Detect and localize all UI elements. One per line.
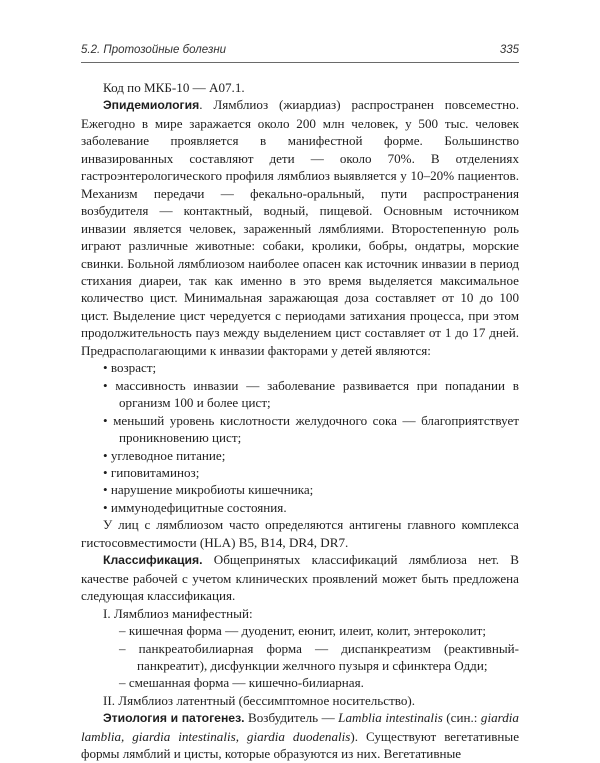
class-manifest: I. Лямблиоз манифестный: (103, 605, 253, 621)
etiology-text-a: Возбудитель — (244, 710, 339, 726)
etiology-text-c: ). Существуют вегетативные формы лямблий и цисты, которые образуются из них. Вегетативные (81, 728, 520, 762)
risk-factor-item: • гиповитаминоз; (103, 464, 200, 480)
header-rule (81, 62, 519, 63)
running-header (81, 44, 519, 62)
page-number: 335 (499, 44, 519, 56)
icd-code: Код по МКБ-10 — А07.1. (103, 80, 245, 95)
classification-paragraph (81, 551, 519, 604)
risk-factor-item: • нарушение микробиоты кишечника; (103, 482, 314, 498)
class-latent: II. Лямблиоз латентный (бессимптомное носительство). (103, 692, 416, 708)
pathogen-name: Lamblia intestinalis (338, 710, 443, 726)
epidemiology-text: . Лямблиоз (жиардиаз) распространен повсеместно. Ежегодно в мире заражается около 200 млн человек, у 500 тыс. человек заболевание проявляется в манифестной форме. Большинство инвазированных составляют дети — около 70%. В отделениях гастроэнтерологического профиля лямблиоз выявляется у 10–20% пациентов. Механизм передачи — фекально-оральный, пути распространения возбудителя — контактный, водный, пищевой. Основным источником инвазии является человек, зараженный лямблиями. Второстепенную роль играют различные животные: собаки, кролики, бобры, ондатры, морские свинки. Больной лямблиозом наиболее опасен как источник инвазии в период стихания диареи, так как именно в это время выделяется максимальное количество цист. Минимальная заражающая доза составляет от 10 до 100 цист. Выделение цист чередуется с периодами затихания процесса, при этом продолжительность пауз между выделением цист составляет от 1 до 17 дней. Предрасполагающими к инвазии факторами у детей являются: (81, 97, 519, 358)
risk-factor-item: • углеводное питание; (103, 447, 226, 463)
risk-factor-item: • иммунодефицитные состояния. (103, 499, 287, 515)
risk-factor-item: • возраст; (103, 360, 157, 376)
risk-factor-item: • массивность инвазии — заболевание развивается при попадании в организм 100 и более цист; (103, 377, 519, 411)
manifest-form-item: – смешанная форма — кишечно-билиарная. (119, 675, 364, 691)
page-body (81, 79, 519, 763)
epidemiology-paragraph (81, 96, 519, 359)
risk-factor-item: • меньший уровень кислотности желудочного сока — благоприятствует проникновению цист; (103, 412, 519, 446)
manifest-form-item: – кишечная форма — дуоденит, еюнит, илеит, колит, энтероколит; (119, 623, 486, 639)
etiology-heading: Этиология и патогенез. (103, 711, 245, 726)
manifest-form-item: – панкреатобилиарная форма — диспанкреатизм (реактивный-панкреатит), дисфункции желчного пузыря и сфинктера Одди; (119, 640, 519, 673)
section-title: 5.2. Протозойные болезни (81, 44, 227, 56)
pathogen-synonyms: giardia lamblia, giardia intestinalis, giardia duodenalis (81, 710, 519, 744)
epidemiology-heading: Эпидемиология (103, 98, 200, 113)
etiology-paragraph (81, 709, 519, 762)
classification-heading: Классификация. (103, 553, 203, 568)
classification-text: Общепринятых классификаций лямблиоза нет. В качестве рабочей с учетом клинических проявлений может быть предложена следующая классификация. (81, 552, 519, 604)
hla-paragraph: У лиц с лямблиозом часто определяются антигены главного комплекса гистосовместимости (HLA) B5, B14, DR4, DR7. (81, 517, 519, 550)
etiology-text-b: (син.: (442, 710, 481, 726)
